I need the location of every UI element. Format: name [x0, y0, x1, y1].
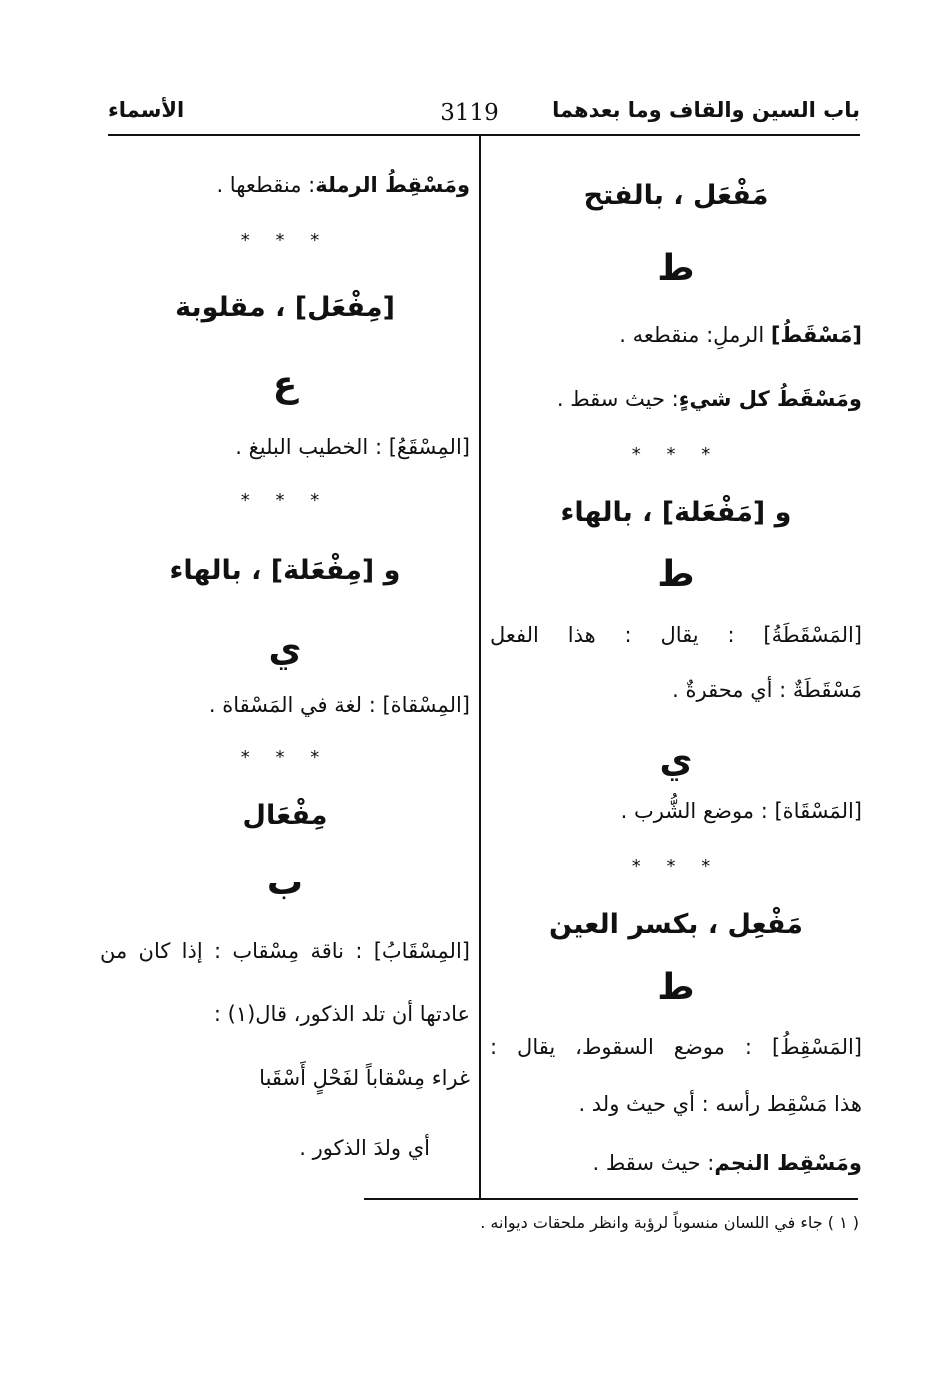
section-heading: مَفْعَل ، بالفتح [583, 180, 769, 211]
section-title: الأسماء [108, 98, 185, 122]
header-rule [108, 134, 860, 136]
entry-line: عادتها أن تلد الذكور، قال(١) : [213, 1002, 470, 1026]
separator-stars: * * * [631, 444, 721, 465]
section-heading: و [مَفْعَلة] ، بالهاء [560, 497, 792, 528]
letter-heading: ط [657, 967, 695, 1008]
section-heading: مَفْعِل ، بكسر العين [548, 909, 803, 940]
section-heading: مِفْعَال [242, 800, 328, 831]
section-heading: و [مِفْعَلة] ، بالهاء [169, 555, 401, 586]
separator-stars: * * * [240, 747, 330, 768]
entry: [المِسْقَعُ] : الخطيب البليغ . [235, 435, 470, 459]
entry [100, 172, 470, 199]
entry-line: هذا مَسْقِط رأسه : أي حيث ولد . [578, 1092, 862, 1116]
separator-stars: * * * [240, 490, 330, 511]
entry-term: ومَسْقِط النجم [714, 1151, 862, 1175]
entry-text: : منقطعها . [216, 173, 316, 197]
verse-line: غراء مِسْقاباً لفَحْلٍ أَسْقَبا [259, 1066, 470, 1090]
column-divider [479, 136, 481, 1200]
entry-term: ومَسْقَطُ كل شيءٍ [678, 387, 862, 411]
letter-heading: ي [659, 740, 693, 781]
letter-heading: ط [657, 248, 695, 289]
letter-heading: ب [266, 862, 304, 903]
chapter-title: باب السين والقاف وما بعدهما [552, 98, 860, 122]
footnote-rule [364, 1198, 858, 1200]
entry-line: مَسْقَطَةٌ : أي محقرةٌ . [672, 678, 862, 702]
entry-line: [المِسْقَابُ] : ناقة مِسْقاب : إذا كان من [100, 939, 470, 963]
separator-stars: * * * [631, 856, 721, 877]
entry-line: [المَسْقَطَةُ] : يقال : هذا الفعل [490, 623, 862, 647]
entry-text: : حيث سقط . [556, 387, 679, 411]
letter-heading: ط [657, 554, 695, 595]
letter-heading: ي [268, 629, 302, 670]
entry-term: [مَسْقَطُ] [770, 323, 862, 347]
entry: [المَسْقَاة] : موضع الشُّرب . [620, 799, 862, 823]
page-number: 3119 [440, 100, 499, 126]
footnote: ( ١ ) جاء في اللسان منسوباً لرؤبة وانظر ملحقات ديوانه . [480, 1213, 859, 1232]
entry-text: : حيث سقط . [592, 1151, 715, 1175]
entry-text: الرملِ: منقطعه . [619, 323, 771, 347]
section-heading: [مِفْعَل] ، مقلوبة [175, 292, 395, 323]
entry-term: ومَسْقِطُ الرملة [315, 173, 470, 197]
entry [490, 1150, 862, 1177]
entry [490, 322, 862, 349]
entry-line: أي ولدَ الذكور . [299, 1136, 430, 1160]
separator-stars: * * * [240, 230, 330, 251]
letter-heading: ع [272, 364, 298, 405]
entry [490, 386, 862, 413]
entry-line: [المَسْقِطُ] : موضع السقوط، يقال : [490, 1035, 862, 1059]
entry: [المِسْقاة] : لغة في المَسْقاة . [208, 693, 470, 717]
